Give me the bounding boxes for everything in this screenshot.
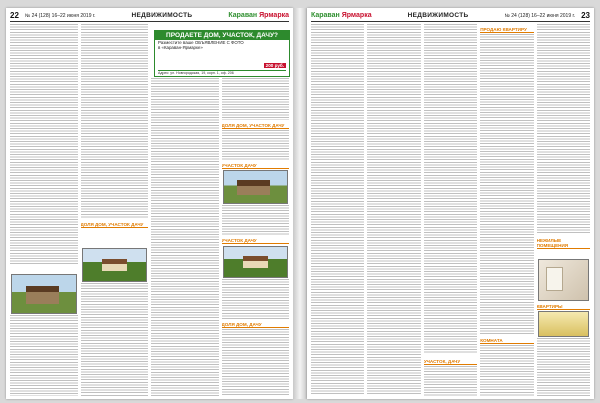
column [81,24,149,396]
section-heading: УЧАСТОК ДАЧУ [222,162,290,169]
left-page-header [10,10,289,22]
right-page [307,8,594,399]
issue-info: № 24 (128) 16–22 июня 2019 г. [504,12,576,19]
column [10,24,78,396]
advertisement-box[interactable] [154,30,290,77]
page-number: 22 [10,11,19,20]
section-heading: ДОЛЯ ДОМ, УЧАСТОК ДАЧУ [81,221,149,228]
column [424,24,477,396]
ad-address: Адрес: ул. Новгородская, 19, корп. 1, оф. 206 [158,70,286,75]
section-heading: ПРОДАЮ КВАРТИРУ [480,26,533,33]
ad-text: Разместите ваше ОБЪЯВЛЕНИЕ С ФОТО [158,40,244,45]
right-columns [311,24,590,396]
logo-part1: Караван [311,12,340,19]
photo-house [223,170,289,204]
logo-part2: Ярмарка [259,12,289,19]
section-title: НЕДВИЖИМОСТЬ [131,12,193,19]
left-columns [10,24,289,396]
page-number: 23 [581,11,590,20]
photo-house [11,274,77,314]
photo-house [223,246,289,278]
section-title: НЕДВИЖИМОСТЬ [407,12,469,19]
issue-info: № 24 (128) 16–22 июня 2019 г. [24,12,96,19]
column [537,24,590,396]
column [480,24,533,396]
logo-part2: Ярмарка [341,12,372,19]
newspaper-logo [311,12,372,19]
column [311,24,364,396]
center-gutter [293,8,307,399]
section-heading: КВАРТИРЫ [537,303,590,310]
photo-interior [538,259,589,301]
section-heading: УЧАСТОК, ДАЧУ [424,358,477,365]
photo-interior [538,311,589,337]
section-heading: НЕЖИЛЫЕ ПОМЕЩЕНИЯ [537,237,590,249]
left-page [6,8,293,399]
column [151,24,219,396]
section-heading: КОМНАТА [480,337,533,344]
section-heading: ДОЛЯ ДОМ, УЧАСТОК ДАЧУ [222,122,290,129]
right-page-header [311,10,590,22]
column [222,24,290,396]
column [367,24,420,396]
section-heading: УЧАСТОК ДАЧУ [222,237,290,244]
photo-house [82,248,148,282]
ad-text: в «Караван-Ярмарке» [158,45,203,51]
ad-headline: ПРОДАЕТЕ ДОМ, УЧАСТОК, ДАЧУ? [155,31,289,40]
newspaper-logo [228,12,289,19]
section-heading: ДОЛЯ ДОМ, ДАЧУ [222,321,290,328]
ad-price: 200 руб. [265,63,284,68]
logo-part1: Караван [228,12,258,19]
